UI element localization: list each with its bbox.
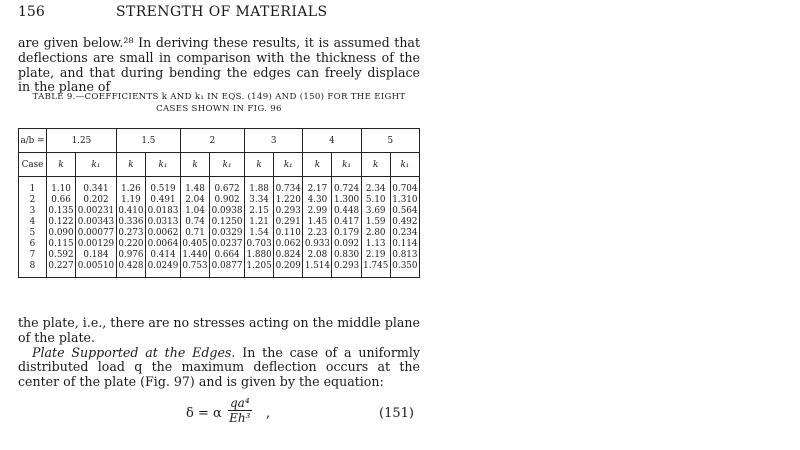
ratio-header: 5 bbox=[361, 129, 419, 153]
k-header: k bbox=[180, 153, 209, 177]
table-cell: 1.04 bbox=[180, 206, 209, 217]
table-cell: 0.184 bbox=[76, 250, 117, 261]
table-cell: 0.592 bbox=[48, 250, 74, 260]
table-cell: 0.0938 bbox=[210, 206, 245, 217]
table-cell: 2.15 bbox=[245, 206, 274, 217]
equation-numerator: qa⁴ bbox=[230, 396, 250, 410]
equation-denominator: Eh³ bbox=[229, 411, 251, 425]
case-label: Case bbox=[19, 153, 47, 177]
table-cell: 0.293 bbox=[332, 261, 361, 278]
table-cell: 0.062 bbox=[275, 239, 301, 249]
table-cell: 0.092 bbox=[333, 239, 360, 249]
table-cell: 5.10 bbox=[361, 195, 390, 206]
table-cell: 0.336 bbox=[118, 217, 144, 227]
table-cell: 0.0249 bbox=[145, 261, 180, 278]
table-cell: 1.19 bbox=[116, 195, 145, 206]
table-cell: 0.664 bbox=[210, 250, 245, 261]
table-cell: 0.291 bbox=[275, 217, 301, 227]
table-cell: 1.745 bbox=[361, 261, 390, 278]
ratio-header: 4 bbox=[303, 129, 361, 153]
table-cell: 0.491 bbox=[145, 195, 180, 206]
table-cell: 1.45 bbox=[303, 217, 332, 228]
ratio-header-row bbox=[19, 129, 420, 153]
table-cell: 1.205 bbox=[245, 261, 274, 278]
table-cell: 0.0237 bbox=[210, 239, 245, 250]
equation-trailing: , bbox=[266, 406, 271, 421]
table-row bbox=[19, 195, 420, 206]
case-number: 5 bbox=[19, 228, 47, 239]
table-cell: 0.0183 bbox=[145, 206, 180, 217]
table-cell: 0.902 bbox=[210, 195, 245, 206]
table-cell: 0.179 bbox=[333, 228, 360, 238]
table-cell: 1.88 bbox=[245, 177, 274, 196]
table-cell: 0.734 bbox=[274, 177, 303, 196]
equation-number: (151) bbox=[379, 406, 414, 421]
table-cell: 2.23 bbox=[303, 228, 332, 239]
table-cell: 0.448 bbox=[333, 206, 360, 216]
table-cell: 0.00129 bbox=[76, 239, 117, 250]
table-cell: 0.220 bbox=[118, 239, 144, 249]
ratio-header: 1.5 bbox=[116, 129, 180, 153]
k1-header: k₁ bbox=[390, 153, 419, 177]
coefficients-table bbox=[18, 128, 420, 278]
table-cell: 0.830 bbox=[333, 250, 360, 260]
table-cell: 0.672 bbox=[210, 177, 245, 196]
table-cell: 1.880 bbox=[246, 250, 272, 260]
table-cell: 0.417 bbox=[333, 217, 360, 227]
table-cell: 0.704 bbox=[390, 177, 419, 196]
k-header: k bbox=[303, 153, 332, 177]
table-cell: 0.933 bbox=[304, 239, 330, 249]
table-cell: 0.405 bbox=[182, 239, 208, 249]
table-cell: 0.110 bbox=[275, 228, 301, 238]
table-cell: 0.74 bbox=[180, 217, 209, 228]
running-title: STRENGTH OF MATERIALS bbox=[116, 4, 328, 20]
k1-header: k₁ bbox=[332, 153, 361, 177]
case-number: 1 bbox=[19, 177, 47, 196]
table-cell: 1.220 bbox=[275, 195, 301, 205]
case-number: 7 bbox=[19, 250, 47, 261]
k-header: k bbox=[245, 153, 274, 177]
table-cell: 1.514 bbox=[303, 261, 332, 278]
table-cell: 0.724 bbox=[332, 177, 361, 196]
table-cell: 0.227 bbox=[46, 261, 75, 278]
table-cell: 1.54 bbox=[245, 228, 274, 239]
table-cell: 1.10 bbox=[46, 177, 75, 196]
table-cell: 1.26 bbox=[116, 177, 145, 196]
table-cell: 0.00343 bbox=[76, 217, 117, 228]
table-cell: 0.1250 bbox=[210, 217, 245, 228]
body-bottom bbox=[18, 316, 420, 390]
case-number: 2 bbox=[19, 195, 47, 206]
table-cell: 2.08 bbox=[303, 250, 332, 261]
table-cell: 2.04 bbox=[180, 195, 209, 206]
table-cell: 0.202 bbox=[76, 195, 117, 206]
table-cell: 0.00510 bbox=[76, 261, 117, 278]
k1-header: k₁ bbox=[274, 153, 303, 177]
table-cell: 3.69 bbox=[361, 206, 390, 217]
table-cell: 4.30 bbox=[303, 195, 332, 206]
table-cell: 0.00231 bbox=[76, 206, 117, 217]
case-number: 8 bbox=[19, 261, 47, 278]
case-number: 3 bbox=[19, 206, 47, 217]
equation-lhs: δ = α bbox=[186, 406, 222, 421]
table-cell: 0.00077 bbox=[76, 228, 117, 239]
table-cell: 2.80 bbox=[361, 228, 390, 239]
k1-header: k₁ bbox=[76, 153, 117, 177]
table-cell: 0.293 bbox=[275, 206, 301, 216]
equation-fraction bbox=[228, 396, 252, 425]
case-number: 4 bbox=[19, 217, 47, 228]
table-cell: 0.114 bbox=[390, 239, 419, 250]
table-cell: 0.209 bbox=[274, 261, 303, 278]
table-cell: 1.440 bbox=[182, 250, 208, 260]
table-caption: TABLE 9.—COEFFICIENTS k AND k₁ IN EQS. (149) AND (150) FOR THE EIGHT CASES SHOWN IN FIG. 96 bbox=[32, 92, 406, 114]
table-cell: 1.310 bbox=[390, 195, 419, 206]
table-cell: 0.122 bbox=[48, 217, 74, 227]
case-number: 6 bbox=[19, 239, 47, 250]
table-cell: 2.99 bbox=[303, 206, 332, 217]
paragraph-top: are given below.²⁸ In deriving these results, it is assumed that deflections are small in comparison with the thickness of the plate, and that during bending the edges can freely displace in the plane of bbox=[18, 35, 420, 95]
table-cell: 1.48 bbox=[180, 177, 209, 196]
table-cell: 0.976 bbox=[118, 250, 144, 260]
page-number: 156 bbox=[18, 4, 45, 20]
table-cell: 0.824 bbox=[275, 250, 301, 260]
ratio-header: 1.25 bbox=[46, 129, 116, 153]
table-cell: 0.0062 bbox=[145, 228, 180, 239]
table-cell: 0.115 bbox=[48, 239, 74, 249]
table-cell: 0.414 bbox=[145, 250, 180, 261]
table-row bbox=[19, 239, 420, 250]
table-cell: 1.300 bbox=[333, 195, 360, 205]
table-row bbox=[19, 250, 420, 261]
table-cell: 0.753 bbox=[180, 261, 209, 278]
table-cell: 0.090 bbox=[48, 228, 74, 238]
table-cell: 0.564 bbox=[390, 206, 419, 217]
table-cell: 0.341 bbox=[76, 177, 117, 196]
ratio-header: 3 bbox=[245, 129, 303, 153]
table-cell: 1.13 bbox=[361, 239, 390, 250]
table-cell: 0.234 bbox=[390, 228, 419, 239]
table-cell: 2.17 bbox=[303, 177, 332, 196]
ratio-header: 2 bbox=[180, 129, 244, 153]
table-cell: 0.0329 bbox=[210, 228, 245, 239]
k-header: k bbox=[116, 153, 145, 177]
table-cell: 0.135 bbox=[48, 206, 74, 216]
k-header: k bbox=[46, 153, 75, 177]
table-cell: 0.428 bbox=[116, 261, 145, 278]
table-cell: 0.0877 bbox=[210, 261, 245, 278]
k-header: k bbox=[361, 153, 390, 177]
table-row bbox=[19, 261, 420, 278]
table-cell: 0.66 bbox=[46, 195, 75, 206]
table-cell: 0.519 bbox=[145, 177, 180, 196]
table-cell: 0.71 bbox=[180, 228, 209, 239]
table-cell: 0.813 bbox=[390, 250, 419, 261]
table-cell: 1.59 bbox=[361, 217, 390, 228]
paragraph-bottom-2 bbox=[18, 346, 420, 390]
table-cell: 0.0064 bbox=[145, 239, 180, 250]
k1-header: k₁ bbox=[145, 153, 180, 177]
table-cell: 0.350 bbox=[390, 261, 419, 278]
coefficient-header-row bbox=[19, 153, 420, 177]
table-cell: 3.34 bbox=[245, 195, 274, 206]
paragraph-bottom-2-text: In the case of a uniformly distributed load q the maximum deflection occurs at the center of the plate (Fig. 97) and is given by the equation: bbox=[18, 344, 420, 390]
table-cell: 0.703 bbox=[246, 239, 272, 249]
table-cell: 0.0313 bbox=[145, 217, 180, 228]
table-cell: 0.273 bbox=[118, 228, 144, 238]
table-row bbox=[19, 217, 420, 228]
equation-151 bbox=[18, 396, 420, 432]
table-cell: 1.21 bbox=[245, 217, 274, 228]
table-row bbox=[19, 177, 420, 196]
ratio-label: a/b = bbox=[19, 129, 47, 153]
table-cell: 2.19 bbox=[361, 250, 390, 261]
table-row bbox=[19, 206, 420, 217]
section-heading: Plate Supported at the Edges. bbox=[32, 344, 236, 360]
table-cell: 0.410 bbox=[118, 206, 144, 216]
table-row bbox=[19, 228, 420, 239]
k1-header: k₁ bbox=[210, 153, 245, 177]
paragraph-bottom-1: the plate, i.e., there are no stresses acting on the middle plane of the plate. bbox=[18, 315, 420, 345]
table-cell: 0.492 bbox=[390, 217, 419, 228]
table-cell: 2.34 bbox=[361, 177, 390, 196]
